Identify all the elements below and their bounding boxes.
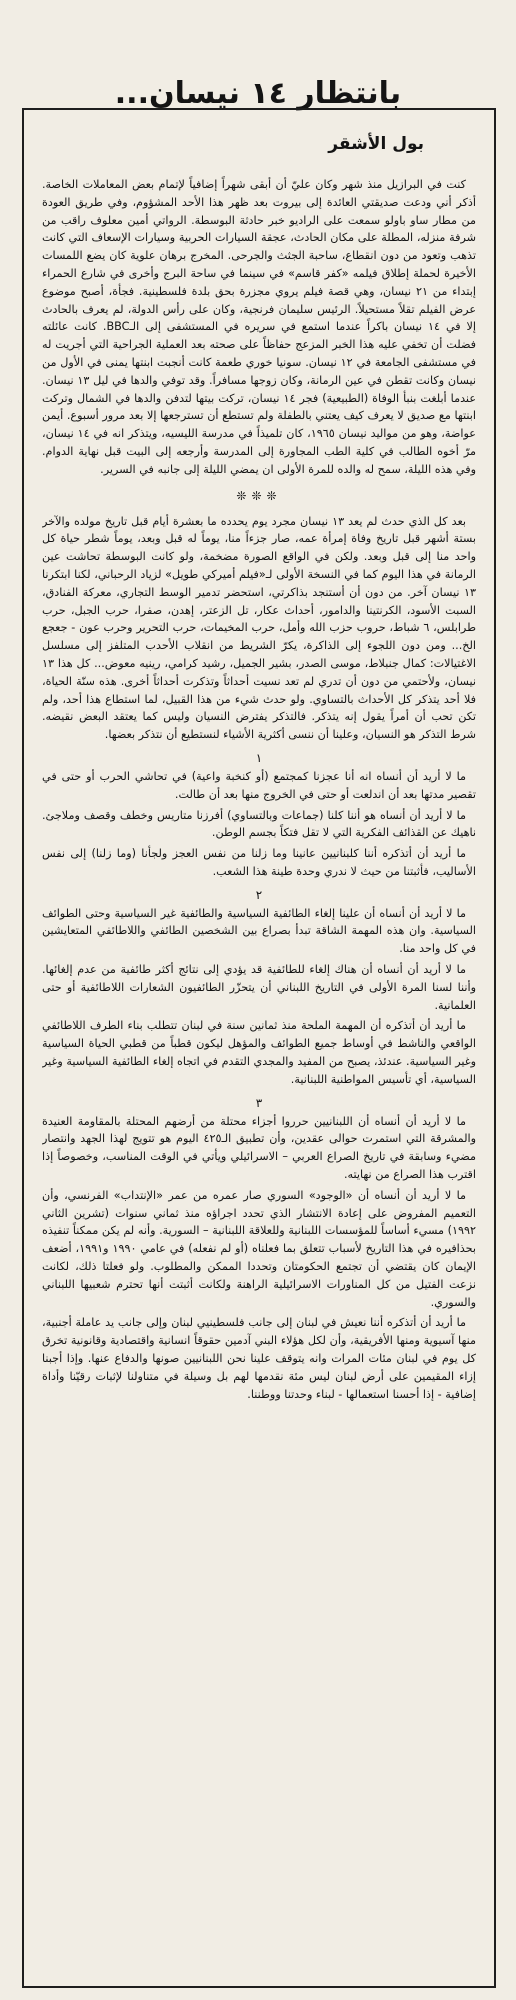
section-number-1: ١ [255,750,263,765]
section-number-2: ٢ [255,887,263,902]
section-number-3: ٣ [255,1095,263,1110]
article-headline: بانتظار ١٤ نيسان... [114,76,402,112]
section-3-paragraph-3: ما أريد أن أتذكره أننا نعيش في لبنان إلى جانب فلسطينيي لبنان وإلى جانب يد عاملة أجنبية، منها آسيوية ومنها الأفريقية، وأن لكل هؤلاء البني آدمين حقوقاً انسانية واقتصادية وقانونية تخرق كل يوم في لبنان مئات المرات وانه يتوقف علينا نحن اللبنانيين صونها والدفاع عنها. وإذا أجبنا إزاء المقيمين على أرض لبنان ليس مئة نقدمها لهم بل وسيلة في متناولنا لإثبات رقيّنا وأداة إضافية - إذا أحسنا استعمالها - لبناء وحدتنا ووطننا. [42,1316,476,1401]
section-2-paragraph-2: ما لا أريد أن أنساه أن هناك إلغاء للطائفية قد يؤدي إلى نتائج أكثر طائفية من عدم إلغائها. وأننا لسنا المرة الأولى في التاريخ اللبناني أن يتحزّر الطائفيون الشعارات اللاطائفية أو حتى العلمانية. [42,963,476,1012]
section-2-paragraph-1: ما لا أريد أن أنساه أن علينا إلغاء الطائفية السياسية والطائفية غير السياسية وحتى الطوائف السياسية. وان هذه المهمة الشاقة تبدأ بصراع بين الشخصين الطائفي واللاطائفي المتعايشين في كل واحد منا. [42,906,476,956]
section-2-paragraph-3: ما أريد أن أتذكره أن المهمة الملحة منذ ثمانين سنة في لبنان تتطلب بناء الطرف اللاطائفي الواقعي والناشط في أوساط جميع الطوائف والمؤهل ليكون قطباً من قطبي الحياة السياسية وغير السياسية. عندئذ، يصبح من المفيد والمجدي التقدم في اتجاه إلغاء الطائفية السياسية وغير السياسية، أي تأسيس المواطنية اللبنانية. [42,1019,476,1086]
article-frame [22,108,496,1988]
section-1-paragraph-2: ما لا أريد أن أنساه هو أننا كلنا (جماعات وبالتساوي) أفرزنا متاريس وخطف وقصف وملاجئ. ناهيك عن القذائف الفكرية التي لا تقل فتكاً بجسم الوطن. [42,808,476,840]
section-3-paragraph-2: ما لا أريد أن أنساه أن «الوجود» السوري صار عمره من عمر «الإنتداب» الفرنسي، وأن التعميم المفروض على إعادة الانتشار الذي تحدد اجراؤه منذ ثماني سنوات (تشرين الثاني ١٩٩٢) مسيء أساساً للمؤسسات اللبنانية وللعلاقة اللبنانية – السورية. وأنه لم يكن ممكناً تنفيذه بحذافيره في هذا التاريخ لأسباب تتعلق بما فعلناه (أو لم نفعله) في عامي ١٩٩٠ و١٩٩١، أضعف الإيمان كان يقتضي أن تجتمع الحكومتان وتحددا الممكن والمطلوب. ولو فعلتا ذلك، لكانت نزعت الفتيل من كل المناورات الاسرائيلية الراهنة ولكانت أثبتت أنها تحترم شعبيها اللبناني والسوري. [42,1188,476,1309]
section-separator: ❊❊❊ [236,488,282,503]
article-body [42,176,476,1976]
intro-paragraph: كنت في البرازيل منذ شهر وكان عليّ أن أبقى شهراً إضافياً لإتمام بعض المعاملات الخاصة. أذكر أني ودعت صديقتي العائدة إلى بيروت بعد ظهر هذا الأحد المشؤوم، وفي طريق العودة من مطار ساو باولو سمعت على الراديو خبر حادثة البوسطة. الرواتي أمين معلوف راقب من شرفة منزله، المطلة على مكان الحادث، عجقة السيارات الحربية وسيارات الإسعاف التي كانت تذهب وتعود من دون انقطاع، ساحبة الجثث والجرحى. المخرج برهان علوية كان يضع اللمسات الأخيرة لحملة إطلاق فيلمه «كفر قاسم» في سينما في ساحة البرج وأخرى في شارع الحمراء إبتداء من ٢١ نيسان، وهي قصة فيلم يروي مجزرة بحق بلدة فلسطينية. فجأة، أصبح موضوع عرض الفيلم تقلاً مستحيلاً. الرئيس سليمان فرنجية، وكان على رأس الدولة، لم يعرف بالحادث إلا في ١٤ نيسان باكراً عندما استمع في سريره في المستشفى إلى الـBBC. كانت عائلته فضلت أن تخفي عليه هذا الخبر المزعج حفاظاً على صحته بعد العملية الجراحية التي أجريت له في مستشفى الجامعة في ١٢ نيسان. سونيا خوري طعمة كانت أنجبت ابنتها يمنى في الأول من نيسان وكانت تقطن في عين الرمانة، وكان زوجها مسافراً. وقد توفي والدها في ليل ١٣ نيسان. عندما أبلغت بنبأ الوفاة (الطبيعية) فجر ١٤ نيسان، تركت بيتها لتدفن والدها في الشمال وتركت ابنتها مع صديق لا يعرف كيف يعتني بالطفلة ولم تستطع أن تسترجعها إلا بعد مرور أسبوع. أيمن عواضة، وهو من مواليد نيسان ١٩٦٥، كان تلميذاً في مدرسة الليسيه، ويتذكر انه في ١٤ نيسان، مرّ أخوه الطالب في كلية الطب المجاورة إلى المدرسة وأرجعه إلى البيت قبل نهاية الدوام. وفي هذه الليلة، سمح له والده للمرة الأولى ان يمضي الليلة إلى جانبه في السرير. [42,178,476,476]
section-3-paragraph-1: ما لا أريد أن أنساه أن اللبنانيين حرروا أجزاء محتلة من أرضهم المحتلة بالمقاومة العنيدة والمشرقة التي استمرت حوالى عقدين، وأن تطبيق الـ٤٢٥ اليوم هو تتويج لهذا الجهد وانتصار مضيء وسابقة في تاريخ الصراع العربي – الاسرائيلي ويأتي في الوقت المناسب، وخصوصاً إذا اقترب هذا الصراع من نهايته. [42,1114,476,1182]
author-name: بول الأشقر [328,134,424,154]
section-1-paragraph-1: ما لا أريد أن أنساه انه أنا عجزنا كمجتمع (أو كنخبة واعية) في تحاشي الحرب أو حتى في تقصير مدتها بعد أن اندلعت أو حتى في الخروج منها بعد أن طالت. [42,769,476,801]
section-1-paragraph-3: ما أريد أن أتذكره أننا كلبنانيين عانينا وما زلنا من نفس العجز ولجأنا (وما زلنا) إلى نفس الأساليب، فأثبتنا من حيث لا ندري وحدة طينة هذا الشعب. [42,847,476,878]
middle-paragraph: بعد كل الذي حدث لم يعد ١٣ نيسان مجرد يوم يحدده ما بعشرة أيام قبل تاريخ مولده والآخر بستة أشهر قبل تاريخ وفاة إمرأة عمه، صار جزءاً منا، يوماً له قبل وبعد، يوماً شطر حياة كل واحد منا إلى قبل وبعد. ولكن في الواقع الصورة مضخمة، ولو كانت البوسطة تحاشت عين الرمانة في هذا اليوم كما في النسخة الأولى لـ«فيلم أميركي طويل» لزياد الرحباني، لكنا ابتكرنا ١٣ نيسان آخر. من دون أن أستنجد بذاكرتي، استحضر تدمير الوسط التجاري، معركة الفنادق، السبت الأسود، الكرنتينا والدامور، أحداث عكار، تل الزعتر، إهدن، صفرا، حرب الجبل، حرب طرابلس، ٦ شباط، حروب حزب الله وأمل، حرب المخيمات، حرب التحرير وحرب عون - جعجع الخ... ومن دون اللجوء إلى الذاكرة، يكرّ الشريط من انقلاب الأحدب المتلفز إلى مسلسل الاغتيالات: كمال جنبلاط، موسى الصدر، بشير الجميل، رشيد كرامي، رينيه معوض... كل هذا ١٣ نيسان، ولأحتمي من دون أن تدري لم تعد نسيت أحداثاً وتذكرت أحداثاً أخرى. هذه سنّة الحياة، فلا أحد يتذكر كل الأحداث بالتساوي. ولو حدث شيء من هذا القبيل، لما استطاع هذا أحد، ولم تكن تحب أن أمراً يقول إنه يتذكر. فالتذكر يفترض النسيان وليس كما يعتقد البعض نقيضه. شرط التذكر هو النسيان، وعلينا أن ننسى أكثرية الأشياء لنستطيع أن نتذكر بعضها. [42,514,476,742]
